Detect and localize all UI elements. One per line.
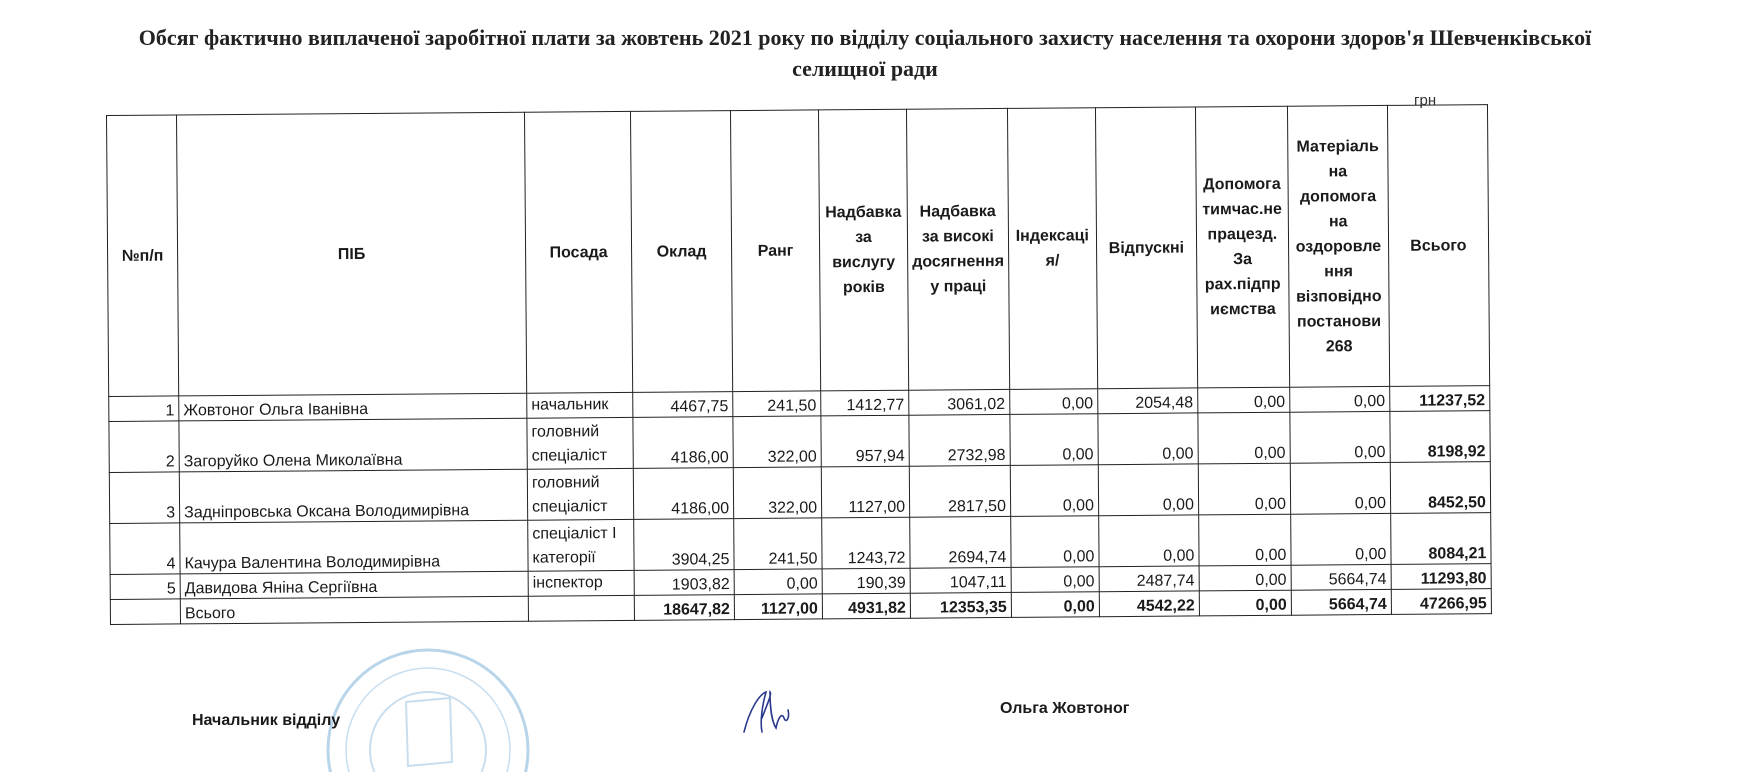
total-oklad: 18647,82 xyxy=(634,595,734,621)
employee-name: Давидова Яніна Сергіївна xyxy=(180,571,528,599)
dopomoga-tymchas-value: 0,00 xyxy=(1199,514,1291,566)
dosyagnennya-value: 1047,11 xyxy=(910,567,1011,593)
row-number: 5 xyxy=(110,574,180,600)
employee-name: Жовтоног Ольга Іванівна xyxy=(179,393,527,421)
totals-label: Всього xyxy=(180,596,528,624)
mat-dopomoga-value: 0,00 xyxy=(1290,411,1390,463)
employee-name: Качура Валентина Володимирівна xyxy=(180,520,528,574)
row-total-value: 11293,80 xyxy=(1391,564,1491,590)
employee-position: спеціаліст І категорії xyxy=(528,519,634,571)
col-header-oklad: Оклад xyxy=(630,111,732,393)
header-row xyxy=(107,105,1490,397)
oklad-value: 3904,25 xyxy=(634,519,734,571)
mat-dopomoga-value: 0,00 xyxy=(1291,513,1391,565)
row-number: 3 xyxy=(109,472,179,524)
vidpuskni-value: 2054,48 xyxy=(1098,388,1198,414)
row-total-value: 11237,52 xyxy=(1390,386,1490,412)
row-total-value: 8198,92 xyxy=(1390,411,1490,463)
vysluga-value: 190,39 xyxy=(822,568,910,594)
total-vidpuskni: 4542,22 xyxy=(1099,591,1199,617)
totals-number-empty xyxy=(110,599,180,625)
row-number: 2 xyxy=(109,421,179,473)
grand-total: 47266,95 xyxy=(1391,589,1491,615)
indeksatsiya-value: 0,00 xyxy=(1011,516,1099,568)
vidpuskni-value: 0,00 xyxy=(1099,515,1199,567)
col-header-indeksatsiya: Індексаці я/ xyxy=(1007,108,1097,390)
rang-value: 322,00 xyxy=(733,467,821,519)
salary-table xyxy=(106,104,1492,625)
employee-position: головний спеціаліст xyxy=(527,417,633,469)
vysluga-value: 1412,77 xyxy=(821,390,909,416)
document-title: Обсяг фактично виплаченої заробітної плати за жовтень 2021 року по відділу соціального захисту населення та охорони здоров'я Шевченківської селищної ради xyxy=(138,25,1592,81)
rang-value: 0,00 xyxy=(734,569,822,595)
col-header-position: Посада xyxy=(524,111,632,393)
vysluga-value: 957,94 xyxy=(821,415,909,467)
signatory-title: Начальник відділу xyxy=(192,712,341,729)
rang-value: 322,00 xyxy=(733,416,821,468)
oklad-value: 1903,82 xyxy=(634,570,734,596)
dopomoga-tymchas-value: 0,00 xyxy=(1199,565,1291,591)
dosyagnennya-value: 2732,98 xyxy=(909,414,1010,466)
vysluga-value: 1127,00 xyxy=(821,466,909,518)
dosyagnennya-value: 3061,02 xyxy=(909,389,1010,415)
currency-unit: грн xyxy=(1414,92,1437,109)
indeksatsiya-value: 0,00 xyxy=(1011,567,1099,593)
col-header-vysluga: Надбавка за вислугу років xyxy=(818,109,908,391)
oklad-value: 4467,75 xyxy=(633,392,733,418)
indeksatsiya-value: 0,00 xyxy=(1010,465,1098,517)
employee-position: начальник xyxy=(527,392,633,418)
mat-dopomoga-value: 0,00 xyxy=(1290,386,1390,412)
indeksatsiya-value: 0,00 xyxy=(1010,389,1098,415)
employee-name: Загоруйко Олена Миколаївна xyxy=(179,418,527,472)
col-header-rang: Ранг xyxy=(730,110,820,392)
dosyagnennya-value: 2694,74 xyxy=(910,516,1011,568)
total-dosyagnennya: 12353,35 xyxy=(910,592,1011,618)
rang-value: 241,50 xyxy=(733,391,821,417)
col-header-name: ПІБ xyxy=(177,112,527,396)
total-dopomoga-tymchas: 0,00 xyxy=(1199,590,1291,616)
dopomoga-tymchas-value: 0,00 xyxy=(1198,412,1290,464)
dopomoga-tymchas-value: 0,00 xyxy=(1198,387,1290,413)
rang-value: 241,50 xyxy=(734,518,822,570)
indeksatsiya-value: 0,00 xyxy=(1010,414,1098,466)
official-seal-icon xyxy=(318,632,538,772)
total-rang: 1127,00 xyxy=(734,594,822,620)
row-total-value: 8452,50 xyxy=(1390,462,1490,514)
signatory-name: Ольга Жовтоног xyxy=(1000,700,1130,717)
col-header-number: №п/п xyxy=(107,115,179,397)
row-total-value: 8084,21 xyxy=(1391,513,1491,565)
employee-position: інспектор xyxy=(528,570,634,596)
totals-position-empty xyxy=(528,595,634,621)
col-header-dosyagnennya: Надбавка за високі досягнення у праці xyxy=(906,108,1009,390)
oklad-value: 4186,00 xyxy=(633,468,733,520)
total-indeksatsiya: 0,00 xyxy=(1011,592,1099,618)
col-header-total: Всього xyxy=(1387,105,1489,387)
vidpuskni-value: 0,00 xyxy=(1098,413,1198,465)
row-number: 4 xyxy=(110,523,180,575)
mat-dopomoga-value: 0,00 xyxy=(1290,462,1390,514)
mat-dopomoga-value: 5664,74 xyxy=(1291,564,1391,590)
col-header-mat-dopomoga: Матеріаль на допомога на оздоровле ння візповідно постанови 268 xyxy=(1287,105,1389,387)
row-number: 1 xyxy=(109,396,179,422)
col-header-dopomoga-tymchas: Допомога тимчас.не працезд. За рах.підпр иємства xyxy=(1195,106,1289,388)
vysluga-value: 1243,72 xyxy=(822,517,910,569)
dosyagnennya-value: 2817,50 xyxy=(909,465,1010,517)
employee-position: головний спеціаліст xyxy=(527,468,633,520)
total-vysluga: 4931,82 xyxy=(822,593,910,619)
dopomoga-tymchas-value: 0,00 xyxy=(1198,463,1290,515)
vidpuskni-value: 2487,74 xyxy=(1099,566,1199,592)
total-mat-dopomoga: 5664,74 xyxy=(1291,589,1391,615)
col-header-vidpuskni: Відпускні xyxy=(1095,107,1197,389)
oklad-value: 4186,00 xyxy=(633,417,733,469)
employee-name: Задніпровська Оксана Володимирівна xyxy=(179,469,527,523)
vidpuskni-value: 0,00 xyxy=(1098,464,1198,516)
handwritten-signature-icon xyxy=(740,688,800,738)
